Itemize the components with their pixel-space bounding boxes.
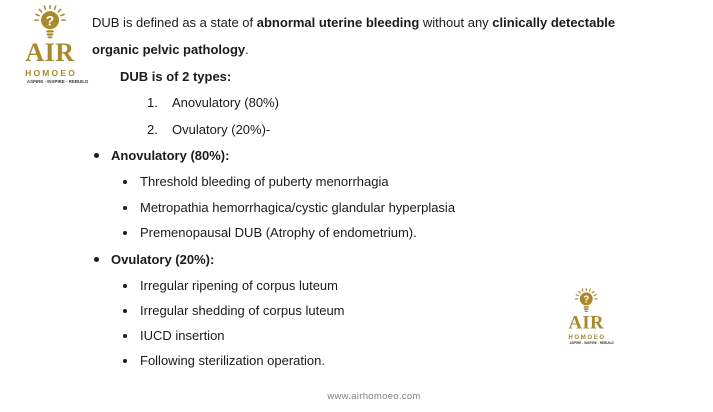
logo-tagline: ASPIRE - INSPIRE - REBUILD — [569, 341, 614, 345]
bullet-item — [123, 174, 389, 190]
logo-name: AIR — [568, 311, 604, 333]
logo-name: AIR — [25, 38, 75, 67]
lightbulb-question-icon — [573, 288, 600, 314]
section-heading-text: Ovulatory (20%): — [111, 252, 215, 267]
bullet-icon — [123, 334, 127, 338]
bullet-item — [123, 200, 455, 216]
bullet-item — [123, 225, 417, 241]
website-url: www.airhomoeo.com — [327, 391, 421, 402]
air-homoeo-logo-top — [8, 5, 92, 88]
intro-seg4-bold: clinically detectable — [492, 15, 616, 30]
logo-subname: HOMOEO — [568, 333, 606, 341]
bullet-icon — [123, 309, 127, 313]
bullet-icon — [94, 153, 99, 158]
bullet-text: Threshold bleeding of puberty menorrhagia — [140, 174, 389, 189]
bullet-icon — [123, 206, 127, 210]
section-heading-ovulatory — [94, 252, 214, 268]
bullet-text: IUCD insertion — [140, 328, 225, 343]
bullet-icon — [123, 231, 127, 235]
types-heading: DUB is of 2 types: — [120, 69, 232, 84]
bullet-item — [123, 278, 338, 294]
lightbulb-question-icon — [31, 5, 69, 41]
intro-seg1: DUB is defined as a state of — [92, 15, 257, 30]
bullet-icon — [123, 284, 127, 288]
item-number: 1. — [147, 95, 158, 110]
bullet-text: Metropathia hemorrhagica/cystic glandular hyperplasia — [140, 200, 456, 215]
bullet-text: Following sterilization operation. — [140, 353, 325, 368]
bullet-text: Premenopausal DUB (Atrophy of endometrium). — [140, 225, 417, 240]
intro-line2-bold: organic pelvic pathology — [92, 42, 246, 57]
numbered-item — [147, 95, 279, 111]
bullet-item — [123, 353, 325, 369]
item-number: 2. — [147, 122, 158, 137]
item-text: Ovulatory (20%)- — [172, 122, 271, 137]
logo-tagline: ASPIRE - INSPIRE - REBUILD — [26, 78, 89, 84]
bullet-item — [123, 303, 345, 319]
intro-line2-period: . — [245, 42, 249, 57]
intro-seg3: without any — [419, 15, 493, 30]
bullet-icon — [94, 257, 99, 262]
intro-line-2 — [92, 42, 249, 58]
bullet-item — [123, 328, 225, 344]
question-mark-glyph: ? — [45, 13, 55, 29]
item-text: Anovulatory (80%) — [172, 95, 279, 110]
intro-line-1 — [92, 15, 615, 31]
section-heading-anovulatory — [94, 148, 229, 164]
air-homoeo-logo-bottom — [556, 288, 616, 348]
question-mark-glyph: ? — [583, 294, 590, 306]
numbered-item — [147, 122, 270, 138]
bullet-text: Irregular ripening of corpus luteum — [140, 278, 338, 293]
intro-seg2-bold: abnormal uterine bleeding — [256, 15, 420, 30]
bullet-text: Irregular shedding of corpus luteum — [140, 303, 345, 318]
section-heading-text: Anovulatory (80%): — [111, 148, 230, 163]
bullet-icon — [123, 359, 127, 363]
logo-subname: HOMOEO — [25, 67, 78, 78]
bullet-icon — [123, 180, 127, 184]
